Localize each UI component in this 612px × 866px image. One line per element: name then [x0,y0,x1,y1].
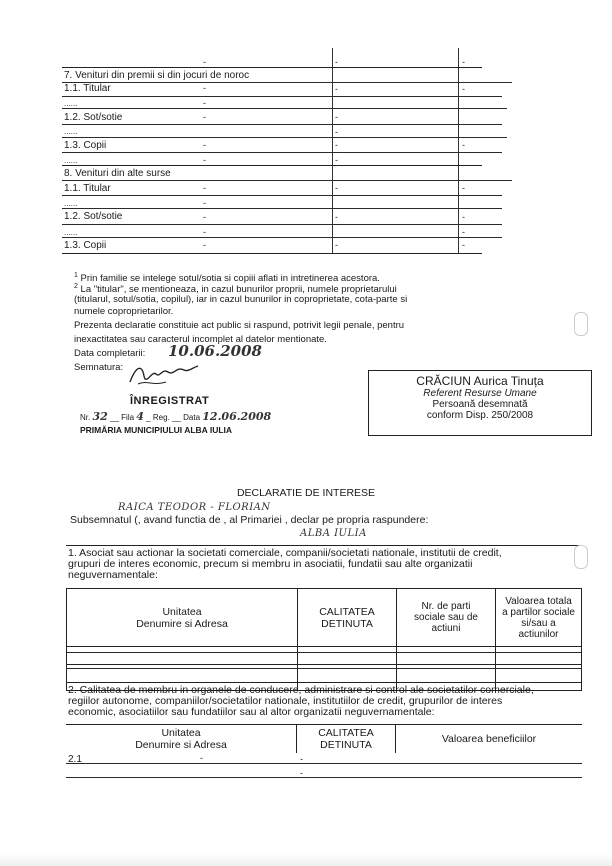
interests-title: DECLARATIE DE INTERESE [236,487,376,499]
scan-artifact [574,545,588,569]
stamp-title: ÎNREGISTRAT [130,395,210,407]
row-label-titular: 1.1. Titular [64,83,111,94]
cell-dash: - [335,112,338,122]
table-row [67,647,582,665]
row-label-sot: 1.2. Sot/sotie [64,211,123,222]
header-calitatea: CALITATEA DETINUTA [298,589,397,647]
stamp-fila-label: Fila [121,413,135,422]
date-handwritten: 10.06.2008 [168,342,262,360]
strike-line [66,763,582,764]
cell-dash: - [462,212,465,222]
row-line [62,253,482,254]
cell-dash: - [335,240,338,250]
table-header-row [67,589,582,647]
header-calitatea: CALITATEA DETINUTA [297,725,396,753]
table-header-row [66,725,582,753]
section-1-table [66,588,582,691]
row-line [62,67,482,68]
scan-artifact [574,312,588,336]
cell-dash: - [203,57,206,67]
row-label-titular: 1.1. Titular [64,183,111,194]
strike-line [66,777,582,778]
section-2-table [66,724,582,753]
cell-dash: - [300,754,303,764]
footnote-2-line: La "titular", se mentioneaza, in cazul bunurilor proprii, numele proprietarului [80,284,397,296]
section-2-text: 2. Calitatea de membru in organele de conducere, administrare si control ale societatilor comerciale, [68,684,534,696]
cell-dash: - [335,212,338,222]
cell-dash: - [203,140,206,150]
strike-line [62,96,502,97]
section-2-text: economic, asociatiilor sau fundatiilor sau al altor organizatii neguvernamentale: [68,706,435,718]
cell-dash: - [300,768,303,778]
cell-dash: - [203,212,206,222]
cell-dash: - [462,227,465,237]
row-label-copii: 1.3. Copii [64,140,107,151]
dots: ...... [64,156,78,165]
strike-line [62,108,507,109]
cell-dash: - [462,57,465,67]
dots: ...... [64,127,78,136]
header-unit: Unitatea Denumire si Adresa [67,589,298,647]
strike-line [62,180,512,181]
stamp-data-label: Data [183,413,201,422]
official-stamp-box [368,370,592,436]
cell-dash: - [462,84,465,94]
cell-dash: - [462,240,465,250]
cell-dash: - [335,183,338,193]
cell-dash: - [203,240,206,250]
cell-dash: - [462,183,465,193]
cell-dash: - [335,57,338,67]
section-2 [66,685,582,718]
cell-dash: - [203,183,206,193]
strike-line [62,82,512,83]
strike-line [66,668,582,669]
scan-edge [0,854,612,866]
row-label-sot: 1.2. Sot/sotie [64,112,123,123]
section-1-text: 1. Asociat sau actionar la societati comerciale, companii/societati nationale, institutii de credit, [68,547,502,559]
strike-line [62,237,502,238]
cell-dash: - [200,753,203,763]
section-7-title: 7. Venituri din premii si din jocuri de noroc [64,70,250,81]
section-8-title: 8. Venituri din alte surse [64,168,171,179]
interests-intro: Subsemnatul (, avand functia de , al Primariei , declar pe propria raspundere: [70,514,429,526]
footnote-2-line: (titularul, sotul/sotia, copilul), iar in cazul bunurilor in coproprietate, cota-parte si [74,294,408,305]
official-name: CRĂCIUN Aurica Tinuța [416,374,544,388]
cell-dash: - [335,84,338,94]
dots: ...... [64,199,78,208]
page: - - - 7. Venituri din premii si din jocuri de noroc 1.1. Titular - - - ...... - 1.2. Sot/sotie - - ...... - 1.3. Copii - - - ...... - - 8. Venituri din alte surse 1.1. Titular - - - ...... - 1.2. Sot/sotie - - - ...... - - 1.3. Copii - - - $^1$ Prin familie se intelege sotul/sotia si copiii aflati in intretinerea acestora. $^2$ La "titular", se mentioneaza, in cazul bunurilor proprii, numele proprietarului (titularul, sotul/sotia, copilul), iar in cazul bunurilor in coproprietate, cota-parte si numele coproprietarilor. Prezenta declaratie constituie act public si raspund, potrivit legii penale, pentru inexactitatea sau caracterul incomplet al datelor mentionate. Data completarii: 10.06.2008 Semnatura: ÎNREGISTRAT Nr. 32 __ Fila 4 _ Reg. __ Data 12.06.2008 PRIMĂRIA MUNICIPIULUI ALBA IULIA CRĂCIUN Aurica Tinuța Referent Resurse Umane Persoană desemnată conform Disp. 250/2008 DECLARATIE DE INTERESE RAICA TEODOR - FLORIAN Subsemnatul (, avand functia de , al Primariei , declar pe propria raspundere: ALBA IULIA 1. Asociat sau actionar la societati comerciale, companii/societati nationale, institutii de credit, grupuri de interes economic, precum si membru in asociatii, fundatii sau alte organizatii neguvernamentale: Unitatea Denumire si Adresa CALITATEA DETINUTA Nr. de parti sociale sau de actiuni Valoarea totala a partilor sociale si/sau a actiunilor 2. Calitatea de membru in organele de conducere, administrare si control ale societatilor comerciale, regiilor autonome, companiilor/societatilor nationale, institutiilor de credit, grupurilor de interes economic, asociatiilor sau fundatiilor sau al altor organizatii neguvernamentale: Unitatea Denumire si Adresa CALITATEA DETINUTA Valoarea beneficiilor 2.1 - - - [0,0,612,866]
stamp-nr-value: 32 [92,410,108,423]
cell-dash: - [203,83,206,93]
column-divider [332,48,333,253]
header-unit: Unitatea Denumire si Adresa [66,725,297,753]
signature-label: Semnatura: [74,362,124,373]
section-1-text: grupuri de interes economic, precum si membru in asociatii, fundatii sau alte organizatii [68,558,473,570]
cell-dash: - [203,112,206,122]
strike-line [62,137,507,138]
cell-dash: - [462,140,465,150]
footnote-mark: 2 [74,283,78,290]
official-conform: conform Disp. 250/2008 [426,410,534,421]
footnote-mark: 1 [74,272,78,279]
stamp-fila-value: 4 [136,410,144,423]
cell-dash: - [335,140,338,150]
footnote-1: Prin familie se intelege sotul/sotia si copiii aflati in intretinerea acestora. [80,273,380,285]
cell-dash: - [203,98,206,108]
dots: ...... [64,228,78,237]
cell-dash: - [335,155,338,165]
section-1-text: neguvernamentale: [68,569,158,581]
declaration-statement: Prezenta declaratie constituie act public si raspund, potrivit legii penale, pentru [74,320,405,331]
row-label-copii: 1.3. Copii [64,240,107,251]
city-handwritten: ALBA IULIA [300,528,367,539]
strike-line [62,152,502,153]
strike-line [62,195,502,196]
header-parts: Nr. de parti sociale sau de actiuni [397,589,496,647]
header-value: Valoarea totala a partilor sociale si/sau a actiunilor [496,589,582,647]
section-2-text: regiilor autonome, companiilor/societatilor nationale, institutiilor de credit, grupurilor de interes [68,695,503,707]
row-2-1-label: 2.1 [68,754,82,765]
header-value: Valoarea beneficiilor [396,725,583,753]
strike-line [62,208,502,209]
cell-dash: - [203,227,206,237]
cell-dash: - [203,155,206,165]
row-line [62,165,482,166]
stamp-data-value: 12.06.2008 [202,410,272,423]
date-label: Data completarii: [74,348,146,359]
strike-line [62,224,502,225]
official-designation: Persoană desemnată [432,399,528,410]
stamp-reg-label: Reg. [152,413,170,422]
declarant-name-handwritten: RAICA TEODOR - FLORIAN [118,502,271,513]
dots: ...... [64,99,78,108]
section-1 [66,545,582,581]
signature-mark [126,360,206,390]
strike-line [62,124,502,125]
cell-dash: - [335,127,338,137]
stamp-nr-label: Nr. [80,413,91,422]
stamp-institution: PRIMĂRIA MUNICIPIULUI ALBA IULIA [80,425,233,435]
strike-line [66,652,582,653]
declaration-statement: inexactitatea sau caracterul incomplet al datelor mentionate. [74,334,327,345]
cell-dash: - [203,198,206,208]
column-divider [458,48,459,253]
footnote-2-line: numele coproprietarilor. [74,306,174,317]
official-role: Referent Resurse Umane [423,388,537,399]
